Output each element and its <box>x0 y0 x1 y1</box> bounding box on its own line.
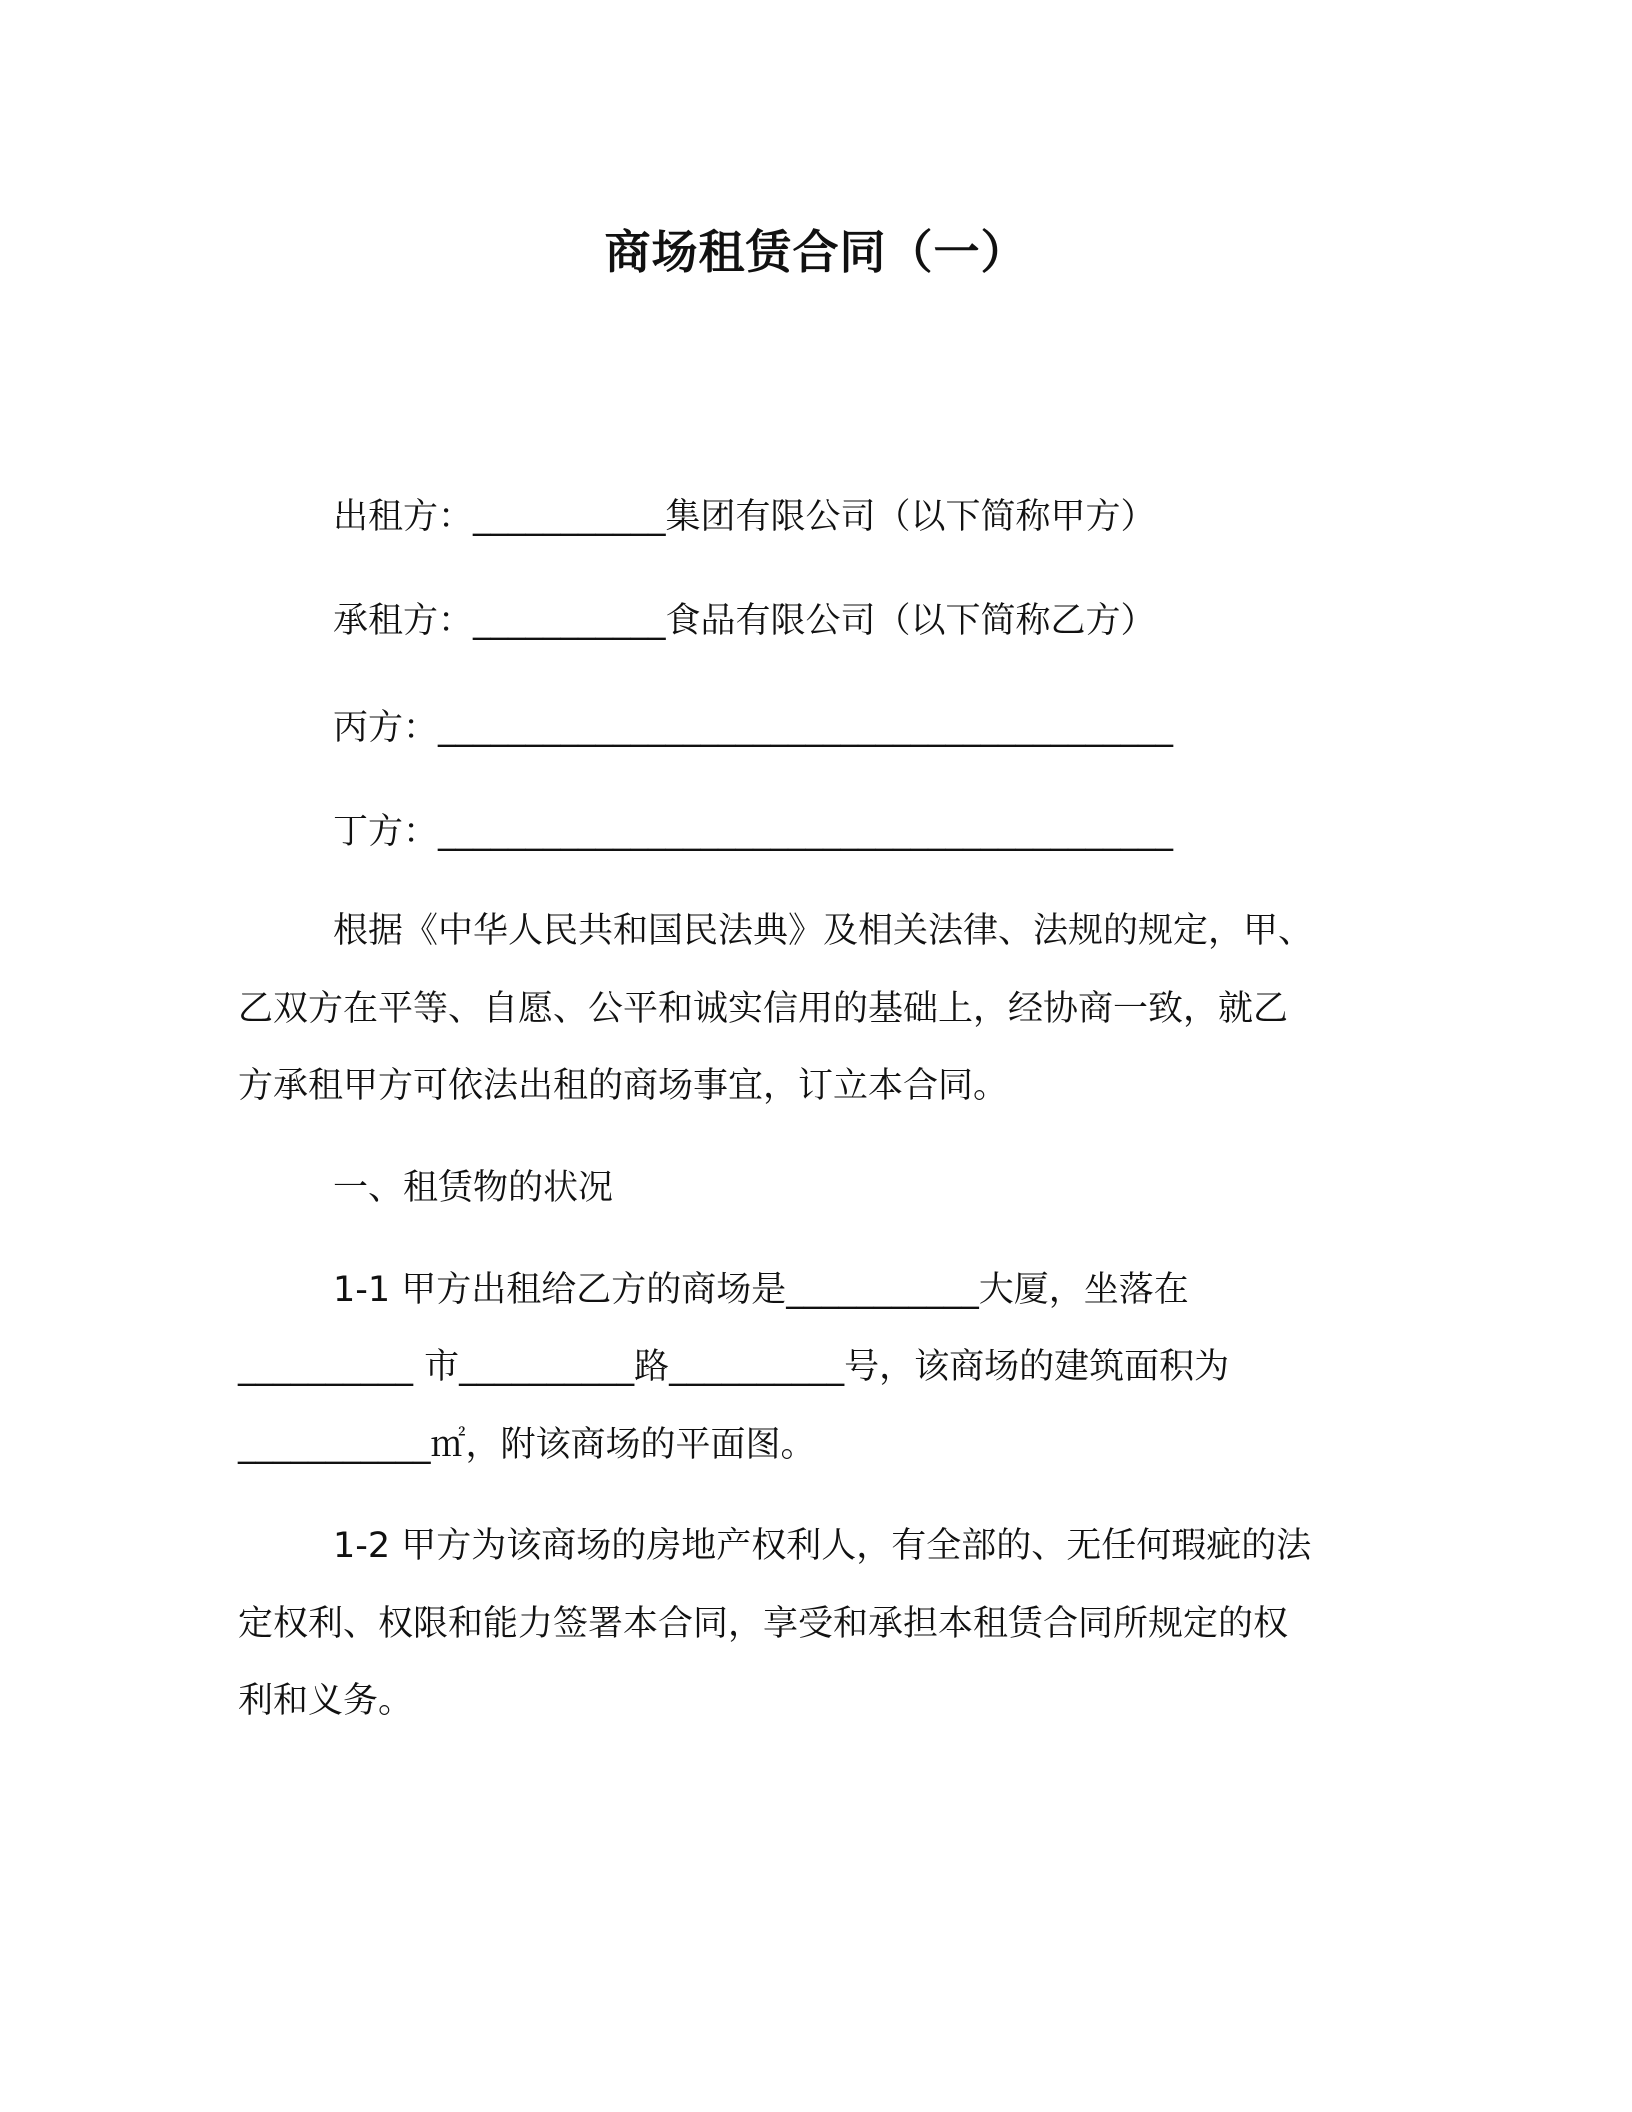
lessor-line: 出租方：___________集团有限公司（以下简称甲方） <box>333 497 1156 537</box>
party-d-line: 丁方：__________________________________________ <box>333 812 1174 852</box>
document-title: 商场租赁合同（一） <box>604 225 1028 279</box>
clause-1-2-line-3: 利和义务。 <box>238 1681 414 1721</box>
preamble-line-1: 根据《中华人民共和国民法典》及相关法律、法规的规定，甲、 <box>333 911 1314 951</box>
clause-1-1-line-3: ___________㎡，附该商场的平面图。 <box>238 1425 816 1465</box>
clause-1-2-line-2: 定权利、权限和能力签署本合同，享受和承担本租赁合同所规定的权 <box>238 1604 1289 1644</box>
clause-1-2-line-1: 1-2 甲方为该商场的房地产权利人，有全部的、无任何瑕疵的法 <box>333 1526 1312 1566</box>
preamble-line-3: 方承租甲方可依法出租的商场事宜，订立本合同。 <box>238 1066 1009 1106</box>
clause-1-1-line-2: __________ 市__________路__________号，该商场的建筑面积为 <box>238 1347 1230 1387</box>
section-heading: 一、租赁物的状况 <box>333 1168 614 1208</box>
clause-1-1-line-1: 1-1 甲方出租给乙方的商场是___________大厦，坐落在 <box>333 1270 1189 1310</box>
preamble-line-2: 乙双方在平等、自愿、公平和诚实信用的基础上，经协商一致，就乙 <box>238 989 1289 1029</box>
lessee-line: 承租方：___________食品有限公司（以下简称乙方） <box>333 601 1156 641</box>
party-c-line: 丙方：__________________________________________ <box>333 708 1174 748</box>
